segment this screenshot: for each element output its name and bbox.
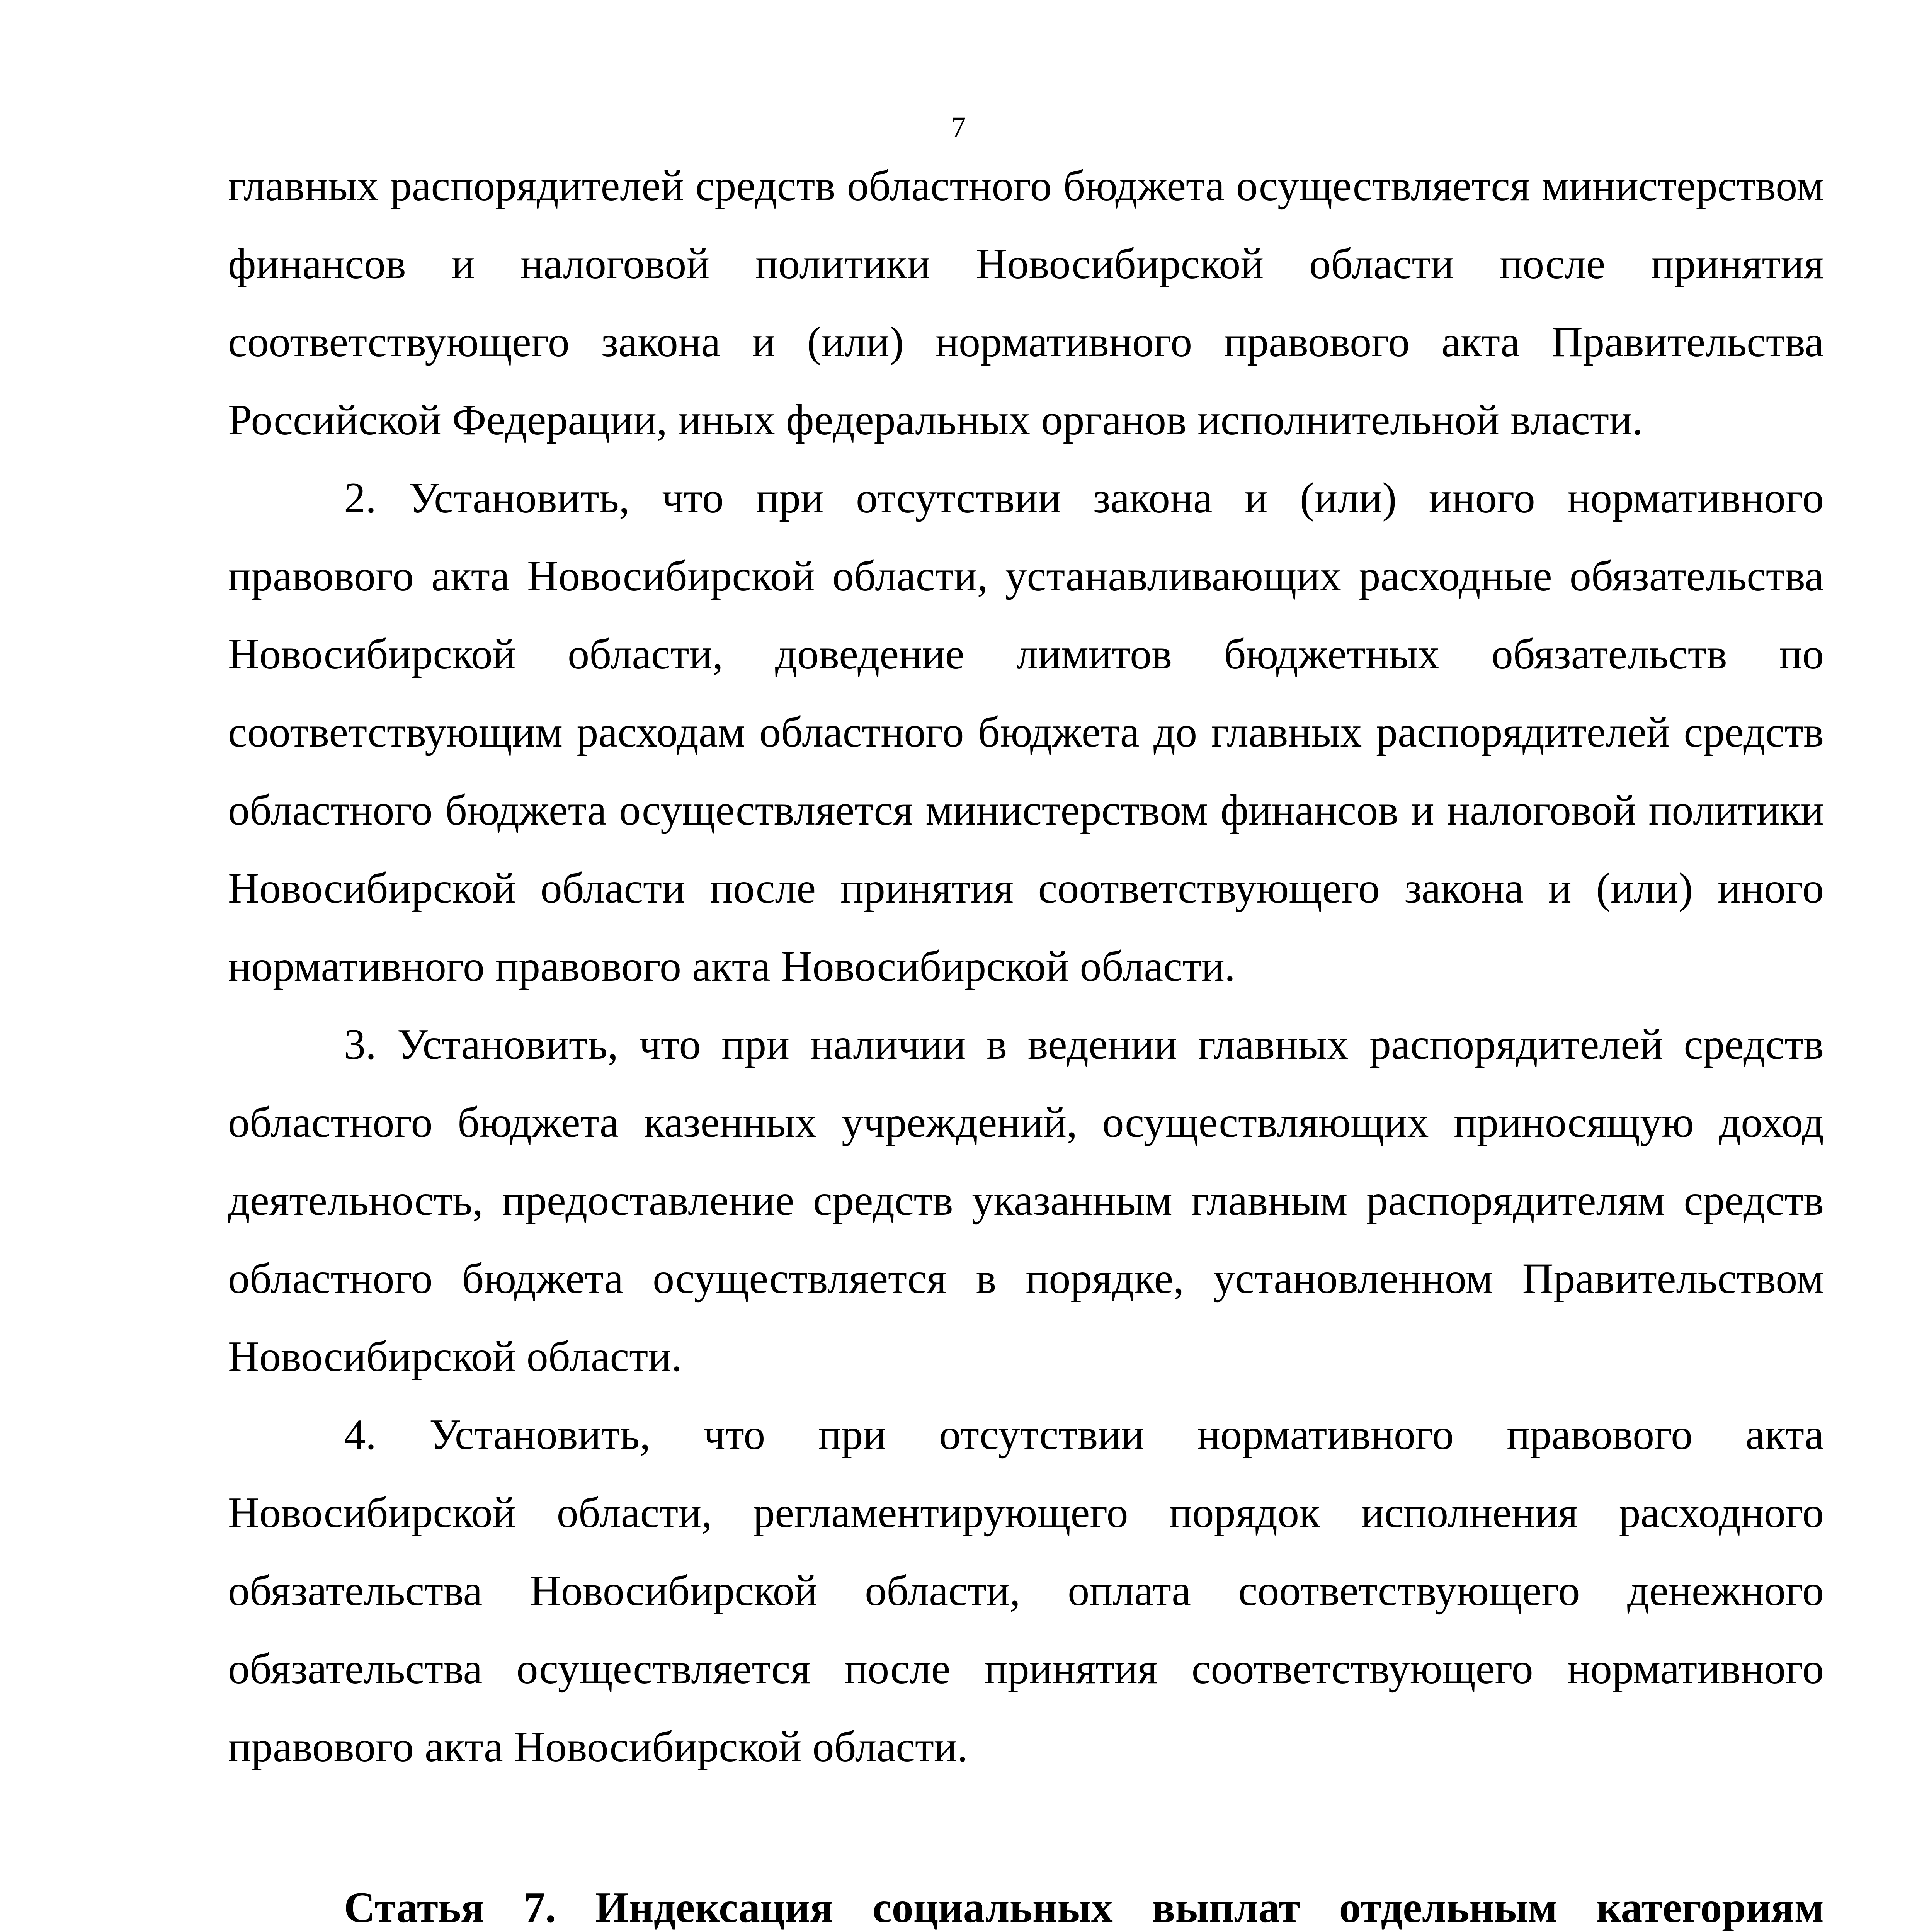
paragraph-text: Установить, что при отсутствии нормативного правового акта Новосибирской области, регламентирующего порядок исполнения расходного обязательства Новосибирской области, оплата соответствующего денежного обязательства осуществляется после принятия соответствующего нормативного правового акта Новосибирской области.	[228, 1411, 1824, 1771]
paragraph-number: 3.	[344, 1020, 376, 1068]
paragraph-2	[228, 459, 1824, 1005]
paragraph-continuation: главных распорядителей средств областного бюджета осуществляется министерством финансов и налоговой политики Новосибирской области после принятия соответствующего закона и (или) нормативного правового акта Правительства Российской Федерации, иных федеральных органов исполнительной власти.	[228, 162, 1824, 444]
paragraph-4	[228, 1396, 1824, 1786]
paragraph-3	[228, 1005, 1824, 1396]
page-number: 7	[951, 111, 966, 144]
paragraph-number: 4.	[344, 1411, 376, 1459]
paragraph-number: 2.	[344, 474, 376, 522]
article-title: Индексация социальных выплат отдельным категориям	[595, 1884, 1824, 1932]
document-body	[228, 147, 1824, 1932]
article-label: Статья 7.	[344, 1884, 556, 1932]
article-heading	[228, 1869, 1824, 1932]
paragraph-text: Установить, что при отсутствии закона и (или) иного нормативного правового акта Новосибирской области, устанавливающих расходные обязательства Новосибирской области, доведение лимитов бюджетных обязательств по соответствующим расходам областного бюджета до главных распорядителей средств областного бюджета осуществляется министерством финансов и налоговой политики Новосибирской области после принятия соответствующего закона и (или) иного нормативного правового акта Новосибирской области.	[228, 474, 1824, 990]
paragraph-text: Установить, что при наличии в ведении главных распорядителей средств областного бюджета казенных учреждений, осуществляющих приносящую доход деятельность, предоставление средств указанным главным распорядителям средств областного бюджета осуществляется в порядке, установленном Правительством Новосибирской области.	[228, 1020, 1824, 1381]
